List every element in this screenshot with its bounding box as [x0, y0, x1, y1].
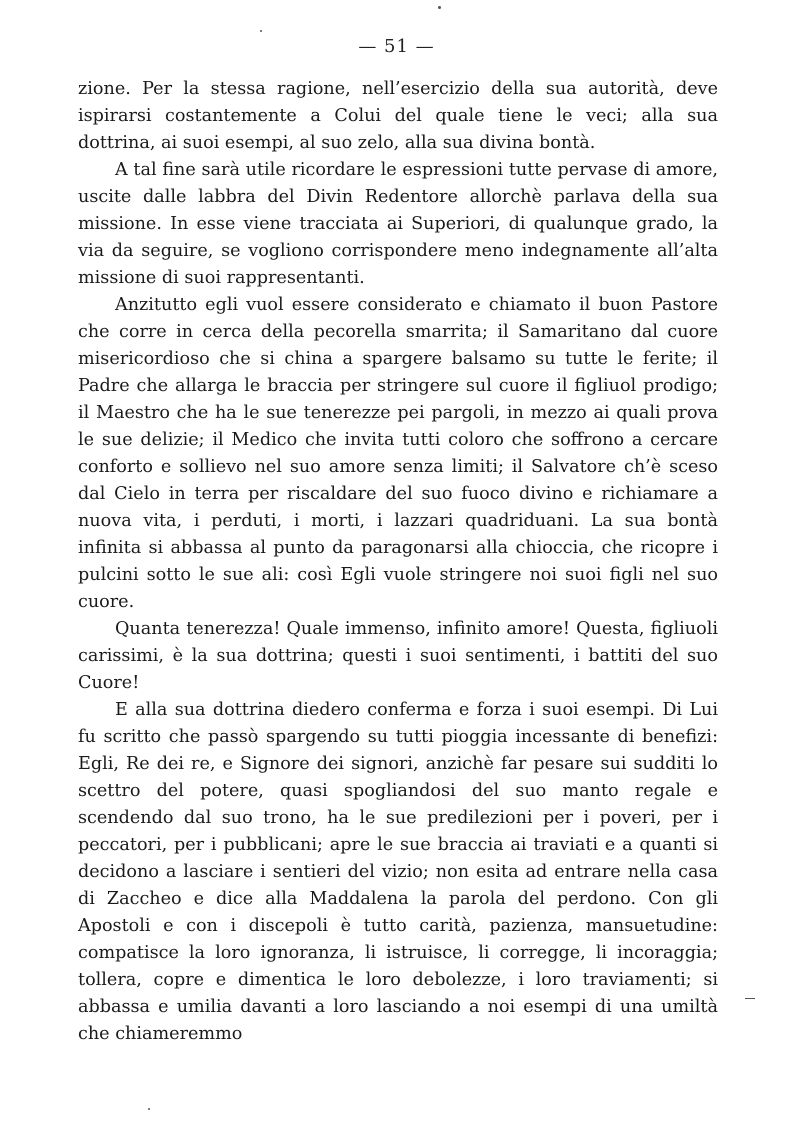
paragraph: E alla sua dottrina diedero conferma e forza i suoi esempi. Di Lui fu scritto che passò spargendo su tutti pioggia incessante di benefizi: Egli, Re dei re, e Signore dei signori, anzichè far pesare sui sudditi lo scettro del potere, quasi spogliandosi del suo manto regale e scendendo dal suo trono, ha le sue predilezioni per i poveri, per i peccatori, per i pubblicani; apre le sue braccia ai traviati e a quanti si decidono a lasciare i sentieri del vizio; non esita ad entrare nella casa di Zaccheo e dice alla Maddalena la parola del perdono. Con gli Apostoli e con i discepoli è tutto carità, pazienza, mansuetudine: compatisce la loro ignoranza, li istruisce, li corregge, li incoraggia; tollera, copre e dimentica le loro debolezze, i loro traviamenti; si abbassa e umilia davanti a loro lasciando a noi esempi di una umiltà che chiameremmo: [78, 700, 718, 1044]
paragraph: Anzitutto egli vuol essere considerato e chiamato il buon Pastore che corre in cerca della pecorella smarrita; il Samaritano dal cuore misericordioso che si china a spargere balsamo su tutte le ferite; il Padre che allarga le braccia per stringere sul cuore il figliuol prodigo; il Maestro che ha le sue tenerezze pei pargoli, in mezzo ai quali prova le sue delizie; il Medico che invita tutti coloro che soffrono a cercare conforto e sollievo nel suo amore senza limiti; il Salvatore ch’è sceso dal Cielo in terra per riscaldare del suo fuoco divino e richiamare a nuova vita, i perduti, i morti, i lazzari quadriduani. La sua bontà infinita si abbassa al punto da paragonarsi alla chioccia, che ricopre i pulcini sotto le sue ali: così Egli vuole stringere noi suoi figli nel suo cuore.: [78, 295, 718, 612]
paragraph: A tal fine sarà utile ricordare le espressioni tutte pervase di amore, uscite dalle labbra del Divin Redentore allorchè parlava della sua missione. In esse viene tracciata ai Superiori, di qualunque grado, la via da seguire, se vogliono corrispondere meno indegnamente all’alta missione di suoi rappresentanti.: [78, 160, 718, 288]
body-text: [78, 76, 718, 1048]
paragraph: zione. Per la stessa ragione, nell’esercizio della sua autorità, deve ispirarsi costantemente a Colui del quale tiene le veci; alla sua dottrina, ai suoi esempi, al suo zelo, alla sua divina bontà.: [78, 79, 718, 153]
print-speck: [148, 1108, 150, 1110]
print-speck: [745, 998, 755, 999]
print-speck: [438, 6, 441, 9]
page-number: — 51 —: [358, 36, 435, 57]
paragraph: Quanta tenerezza! Quale immenso, infinito amore! Questa, figliuoli carissimi, è la sua dottrina; questi i suoi sentimenti, i battiti del suo Cuore!: [78, 619, 718, 693]
print-speck: [260, 30, 262, 32]
